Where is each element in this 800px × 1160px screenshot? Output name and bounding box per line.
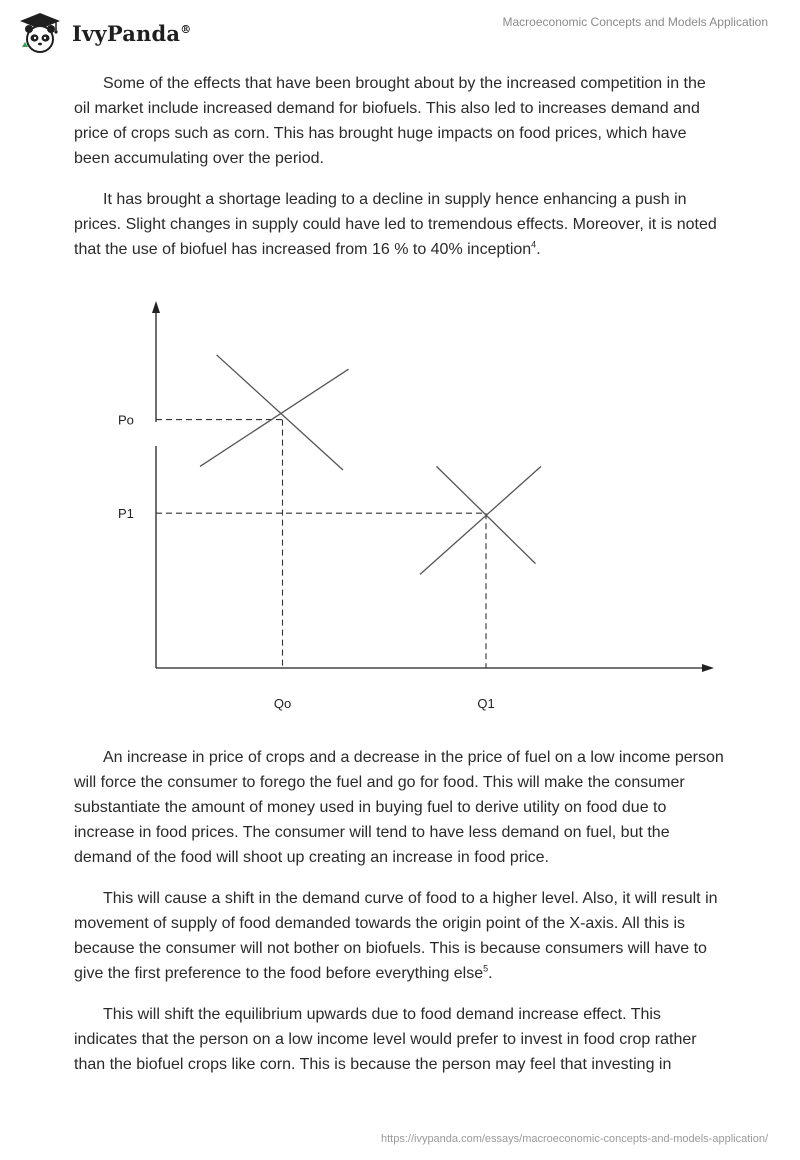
quantity-label: Q1 <box>477 696 495 711</box>
paragraph: This will shift the equilibrium upwards due to food demand increase effect. This indicates that the person on a low income level would prefer to invest in food crop rather than the biofuel crops like corn. This is because the person may feel that investing in <box>74 1006 697 1073</box>
price-label: Po <box>118 412 134 428</box>
supply-1-curve <box>200 369 349 466</box>
quantity-label: Qo <box>273 696 292 711</box>
x-axis-arrow-icon <box>702 664 714 672</box>
document-title: Macroeconomic Concepts and Models Application <box>502 15 768 29</box>
source-url[interactable]: https://ivypanda.com/essays/macroeconomic-concepts-and-models-application/ <box>380 1133 768 1145</box>
page-header <box>0 0 800 70</box>
demand-1-curve <box>217 355 344 470</box>
panda-logo-icon <box>16 11 64 55</box>
axis-break <box>150 422 162 446</box>
paragraph: An increase in price of crops and a decrease in the price of fuel on a low income person will force the consumer to forego the fuel and go for food. This will make the consumer substantiate the amount of money used in buying fuel to derive utility on food due to increase in food prices. The consumer will tend to have less demand on fuel, but the demand of the food will shoot up creating an increase in food price. <box>74 749 724 866</box>
paragraph: This will cause a shift in the demand curve of food to a higher level. Also, it will result in movement of supply of food demanded towards the origin point of the X-axis. All this is because the consumer will not bother on biofuels. This is because consumers will have to give the first preference to the food before everything else$^5$. <box>74 890 718 982</box>
footnote-ref[interactable]: 4 <box>531 239 537 250</box>
paragraph: It has brought a shortage leading to a decline in supply hence enhancing a push in prices. Slight changes in supply could have led to tremendous effects. Moreover, it is noted that the use of biofuel has increased from 16 % to 40% inception$^4$. <box>74 191 717 258</box>
footnote-ref[interactable]: 5 <box>483 963 489 974</box>
supply-2-curve <box>420 466 541 574</box>
brand-name: IvyPanda® <box>72 20 192 46</box>
logo[interactable] <box>16 10 191 56</box>
paragraph: Some of the effects that have been brought about by the increased competition in the oil market include increased demand for biofuels. This also led to increases demand and price of crops such as corn. This has brought huge impacts on food prices, which have been accumulating over the period. <box>74 75 706 167</box>
price-label: P1 <box>118 506 134 522</box>
y-axis-arrow-icon <box>152 301 160 313</box>
supply-demand-chart <box>100 298 730 723</box>
